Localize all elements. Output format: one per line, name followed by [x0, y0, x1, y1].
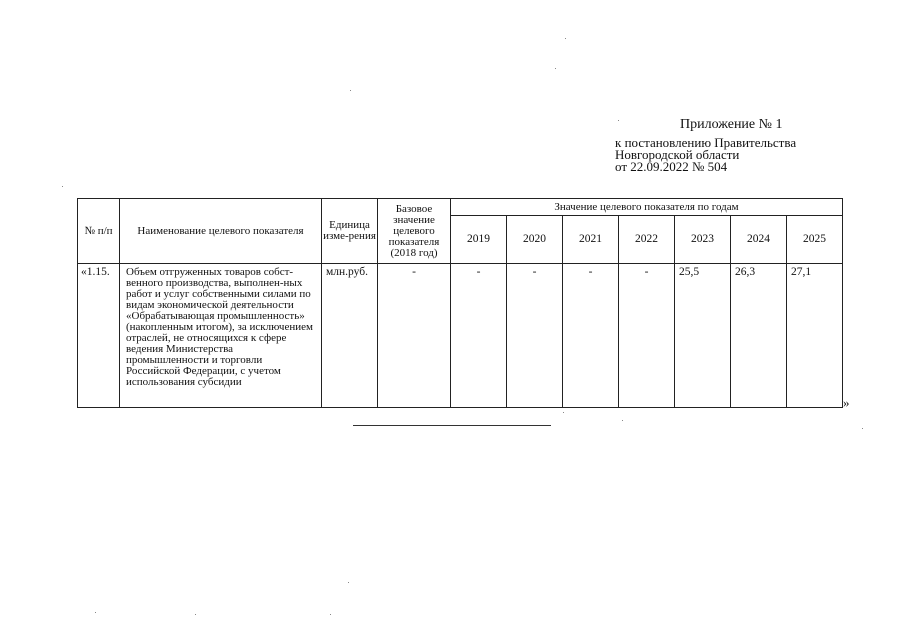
row-year-value: -: [619, 264, 675, 408]
appendix-line-3: от 22.09.2022 № 504: [615, 159, 728, 174]
appendix-line-1: к постановлению Правительства: [615, 135, 797, 150]
scan-speck: [330, 614, 331, 615]
header-year: 2023: [675, 216, 731, 264]
row-year-value: 25,5: [675, 264, 731, 408]
scan-speck: [195, 614, 196, 615]
row-base-value: -: [378, 264, 451, 408]
header-unit: Единица изме-рения: [322, 199, 378, 264]
row-unit: млн.руб.: [322, 264, 378, 408]
header-year: 2024: [731, 216, 787, 264]
scan-speck: [350, 90, 351, 91]
header-number: № п/п: [78, 199, 120, 264]
indicators-table: [77, 198, 843, 408]
scan-speck: [95, 612, 96, 613]
header-year: 2022: [619, 216, 675, 264]
header-year: 2025: [787, 216, 843, 264]
header-year: 2019: [451, 216, 507, 264]
appendix-title: Приложение № 1: [680, 117, 783, 132]
scan-speck: [62, 186, 63, 187]
row-year-value: 27,1: [787, 264, 843, 408]
scan-speck: [862, 428, 863, 429]
scan-speck: [565, 38, 566, 39]
header-base-value: Базовое значение целевого показателя (2018 год): [378, 199, 451, 264]
scan-speck: [618, 120, 619, 121]
row-number: «1.15.: [78, 264, 120, 408]
row-year-value: -: [451, 264, 507, 408]
header-years-group: Значение целевого показателя по годам: [451, 199, 843, 216]
appendix-reference: [615, 137, 796, 173]
scan-speck: [555, 68, 556, 69]
row-year-value: -: [563, 264, 619, 408]
scan-speck: [622, 420, 623, 421]
closing-quote: »: [843, 395, 850, 410]
header-year: 2020: [507, 216, 563, 264]
scan-speck: [348, 582, 349, 583]
header-name: Наименование целевого показателя: [120, 199, 322, 264]
row-year-value: 26,3: [731, 264, 787, 408]
separator-line: [353, 425, 551, 426]
table-row: [78, 264, 843, 408]
row-indicator-name: Объем отгруженных товаров собст-венного производства, выполнен-ных работ и услуг собственными силами по видам экономической деятельности «Обрабатывающая промышленность» (накопленным итогом), за исключением отраслей, не относящихся к сфере ведения Министерства промышленности и торговли Российской Федерации, с учетом использования субсидии: [120, 264, 322, 408]
scan-speck: [563, 412, 564, 413]
appendix-line-2: Новгородской области: [615, 147, 740, 162]
header-year: 2021: [563, 216, 619, 264]
row-year-value: -: [507, 264, 563, 408]
